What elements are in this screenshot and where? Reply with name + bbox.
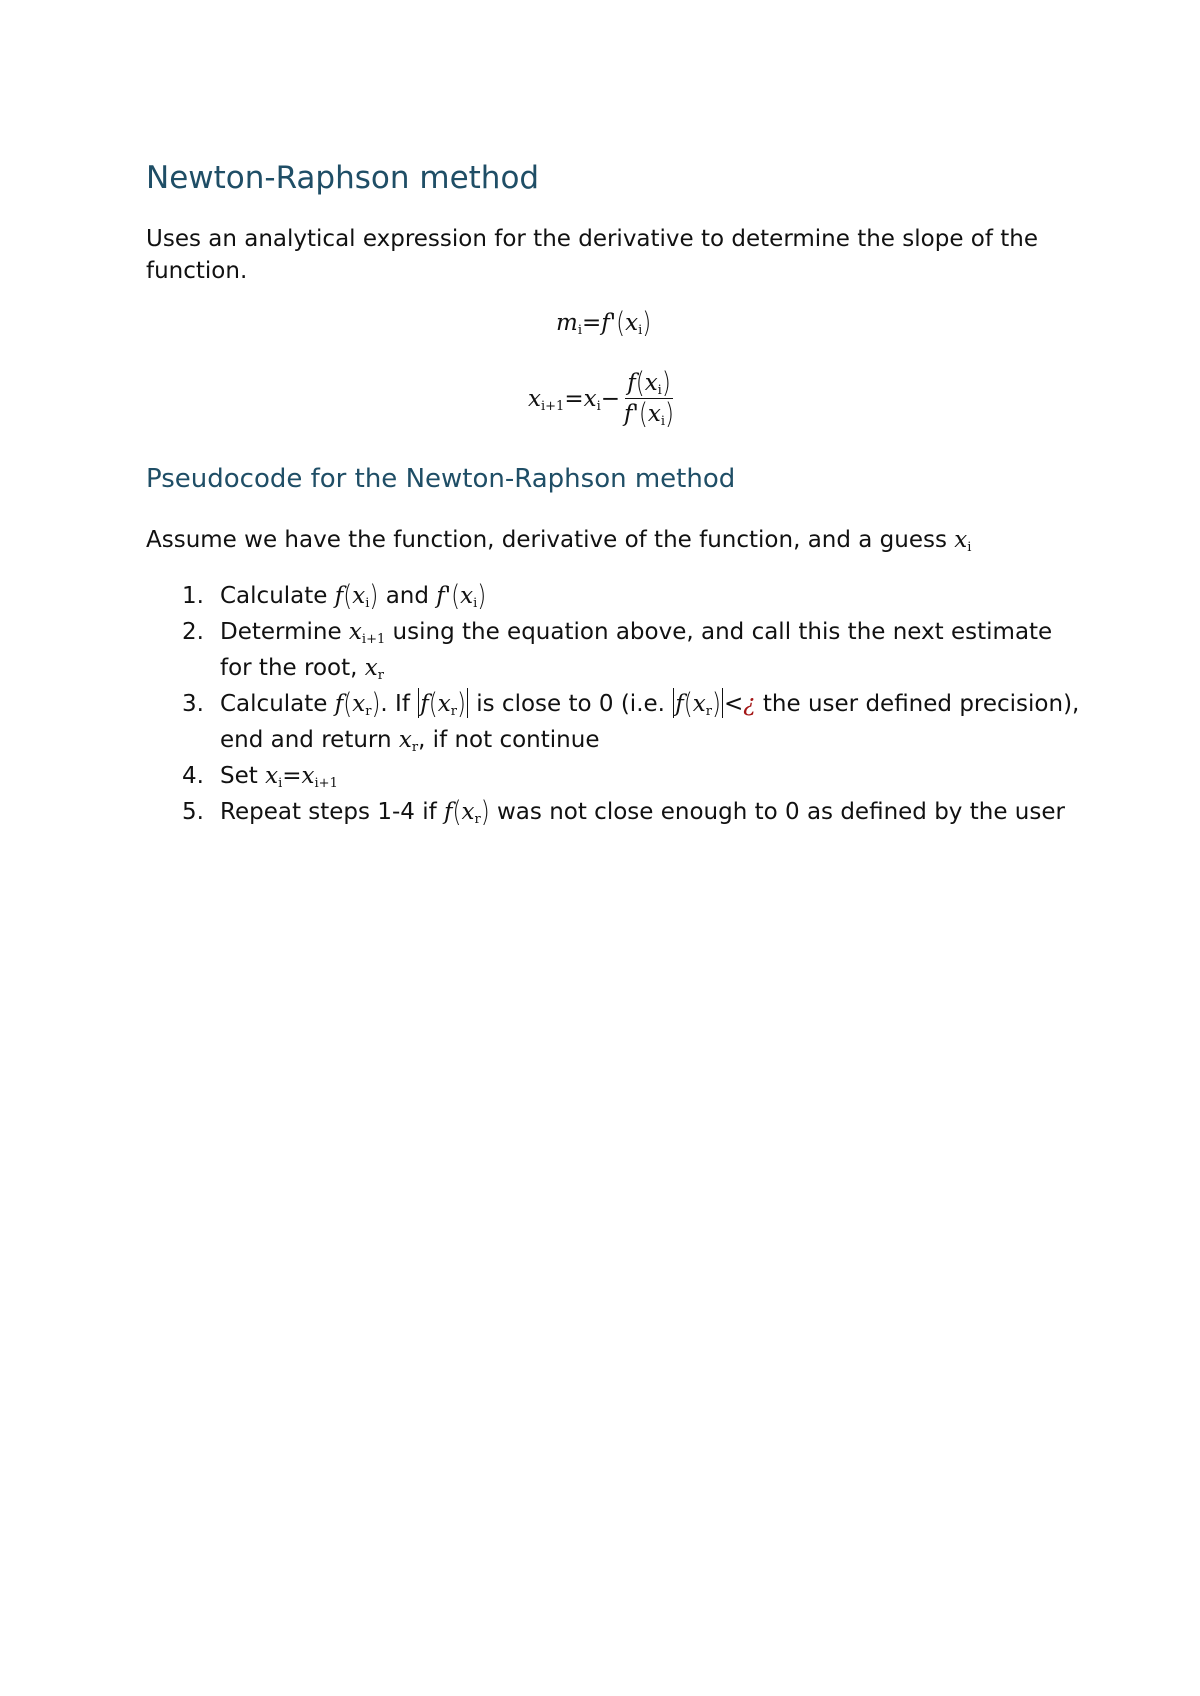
step-text: Repeat steps 1-4 if [220, 799, 437, 825]
steps-list [146, 578, 1086, 830]
step-number: 3. [182, 691, 204, 717]
step-text: and [385, 583, 429, 609]
step-number: 1. [182, 583, 204, 609]
list-item: 3. Calculate $f(x_r)$. If $f(x_r)$ is close to 0 (i.e. $f(x_r)$ <¿ the user defined precision), end and return $x_r$, if not continue [182, 687, 1080, 755]
step-text: Determine [220, 619, 342, 645]
slope-equation: $m_i=f'(x_i)$ [556, 306, 652, 340]
list-item: 2. Determine $x_{i+1}$ using the equation above, and call this the next estimate for the root, $x_r$ [146, 614, 1086, 686]
step-number: 4. [182, 763, 204, 789]
step-text: the user defined precision), end and return [220, 691, 1080, 753]
step-text: is close to 0 (i.e. [476, 691, 665, 717]
list-item: 4. Set $x_i=x_{i+1}$ [146, 758, 1086, 794]
step-text: Calculate [220, 691, 328, 717]
fraction: $\frac{f(x_i)}{f'(x_i)}$ [624, 366, 674, 431]
assumption-text: Assume we have the function, derivative of the function, and a guess [146, 527, 947, 553]
step-text: Set [220, 763, 258, 789]
less-than-symbol: < [723, 691, 744, 717]
step-text: using the equation above, and call this the next estimate for the root, [220, 619, 1053, 681]
step-text: Calculate [220, 583, 328, 609]
step-text: was not close enough to 0 as defined by the user [497, 799, 1065, 825]
step-number: 5. [182, 799, 204, 825]
newton-update-equation: $x_{i+1}$ = $x_i$ − $\frac{f(x_i)}{f'(x_i)}$ [528, 366, 674, 431]
step-text: , if not continue [418, 727, 600, 753]
pseudocode-heading: Pseudocode for the Newton-Raphson method [146, 464, 736, 494]
list-item: 1. Calculate $f(x_i)$ and $f'(x_i)$ [182, 579, 487, 613]
intro-paragraph: Uses an analytical expression for the derivative to determine the slope of the function. [146, 226, 1039, 284]
list-item: 5. Repeat steps 1-4 if $f(x_r)$ was not close enough to 0 as defined by the user [182, 795, 1065, 829]
assumption-line: Assume we have the function, derivative of the function, and a guess $x_i$ [146, 527, 972, 555]
missing-glyph: ¿ [743, 691, 756, 717]
step-text: . If [380, 691, 410, 717]
step-number: 2. [182, 619, 204, 645]
page-title: Newton-Raphson method [146, 160, 540, 196]
